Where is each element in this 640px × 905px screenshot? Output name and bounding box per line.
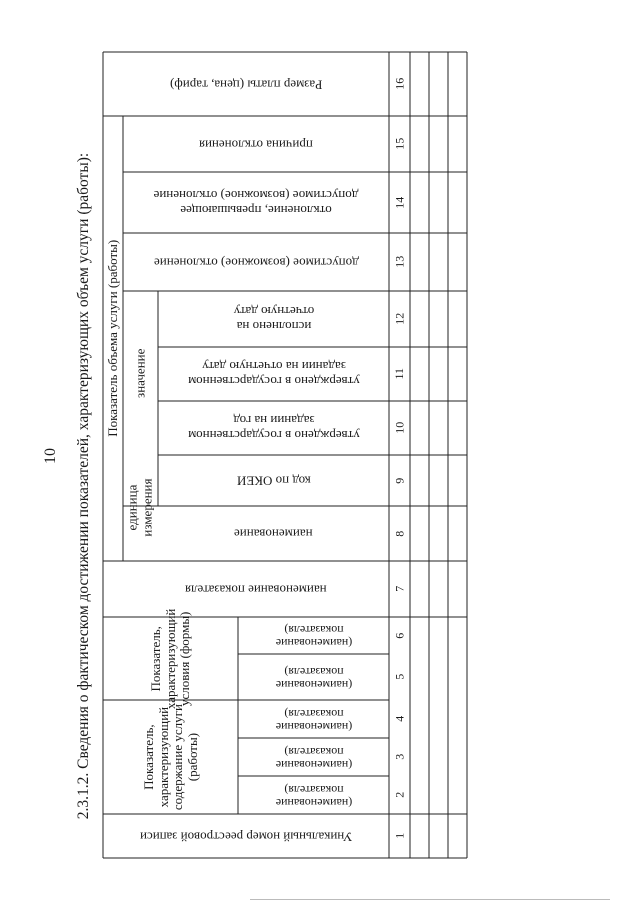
column-number: 13 xyxy=(391,256,406,268)
header-unit-group: единица измерения xyxy=(124,478,155,538)
header-value-group: значение xyxy=(132,348,148,398)
column-number: 11 xyxy=(391,368,406,380)
table-row xyxy=(410,52,429,858)
header-conditions-indicator-2: (наименование показателя) xyxy=(275,622,352,650)
column-number: 1 xyxy=(391,833,406,839)
section-heading: 2.3.1.2. Сведения о фактическом достижении показателей, характеризующих объем услуги (работы): xyxy=(75,152,92,820)
column-number: 5 xyxy=(391,674,406,680)
header-content-indicator-1: (наименование показателя) xyxy=(275,782,352,810)
header-approved-report-date: утверждено в государственном задании на отчетную дату xyxy=(187,360,360,390)
column-number: 3 xyxy=(391,754,406,760)
column-number: 2 xyxy=(391,792,406,798)
header-unit-okei: код по ОКЕИ xyxy=(236,473,311,489)
header-conditions-indicator-1: (наименование показателя) xyxy=(275,664,352,692)
column-number: 7 xyxy=(391,586,406,592)
column-number: 6 xyxy=(391,632,406,639)
header-deviation-reason: причина отклонения xyxy=(199,137,313,153)
header-approved-year: утверждено в государственном задании на год xyxy=(187,414,360,444)
header-allowed-deviation: допустимое (возможное) отклонение xyxy=(153,255,359,271)
header-payment-size: Размер платы (цена, тариф) xyxy=(169,77,323,93)
scan-edge-line xyxy=(250,899,610,900)
header-content-indicator-2: (наименование показателя) xyxy=(275,744,352,772)
column-number: 15 xyxy=(391,138,406,150)
header-unit-name: наименование xyxy=(234,526,313,542)
header-exceeding-deviation: отклонение, превышающее допустимое (возможное) отклонение xyxy=(153,188,359,219)
header-content-group: Показатель, характеризующий содержание услуги (работы) xyxy=(140,704,200,811)
column-number: 16 xyxy=(391,78,406,90)
column-number: 10 xyxy=(391,422,406,434)
table-row xyxy=(429,52,448,858)
header-content-indicator-3: (наименование показателя) xyxy=(275,706,352,734)
column-number: 8 xyxy=(391,530,406,537)
header-indicator-name: наименование показателя xyxy=(185,582,327,598)
header-registry-number: Уникальный номер реестровой записи xyxy=(139,829,353,845)
header-executed-report-date: исполнено на отчетную дату xyxy=(233,305,314,335)
table-row xyxy=(448,52,467,858)
page-number: 10 xyxy=(42,448,59,464)
column-number: 12 xyxy=(391,313,406,325)
column-number: 4 xyxy=(391,716,406,722)
header-conditions-group: Показатель, характеризующий условия (формы) xyxy=(147,608,192,709)
column-number: 14 xyxy=(391,196,406,209)
header-volume-group: Показатель объема услуги (работы) xyxy=(104,239,120,437)
column-number: 9 xyxy=(391,477,406,484)
